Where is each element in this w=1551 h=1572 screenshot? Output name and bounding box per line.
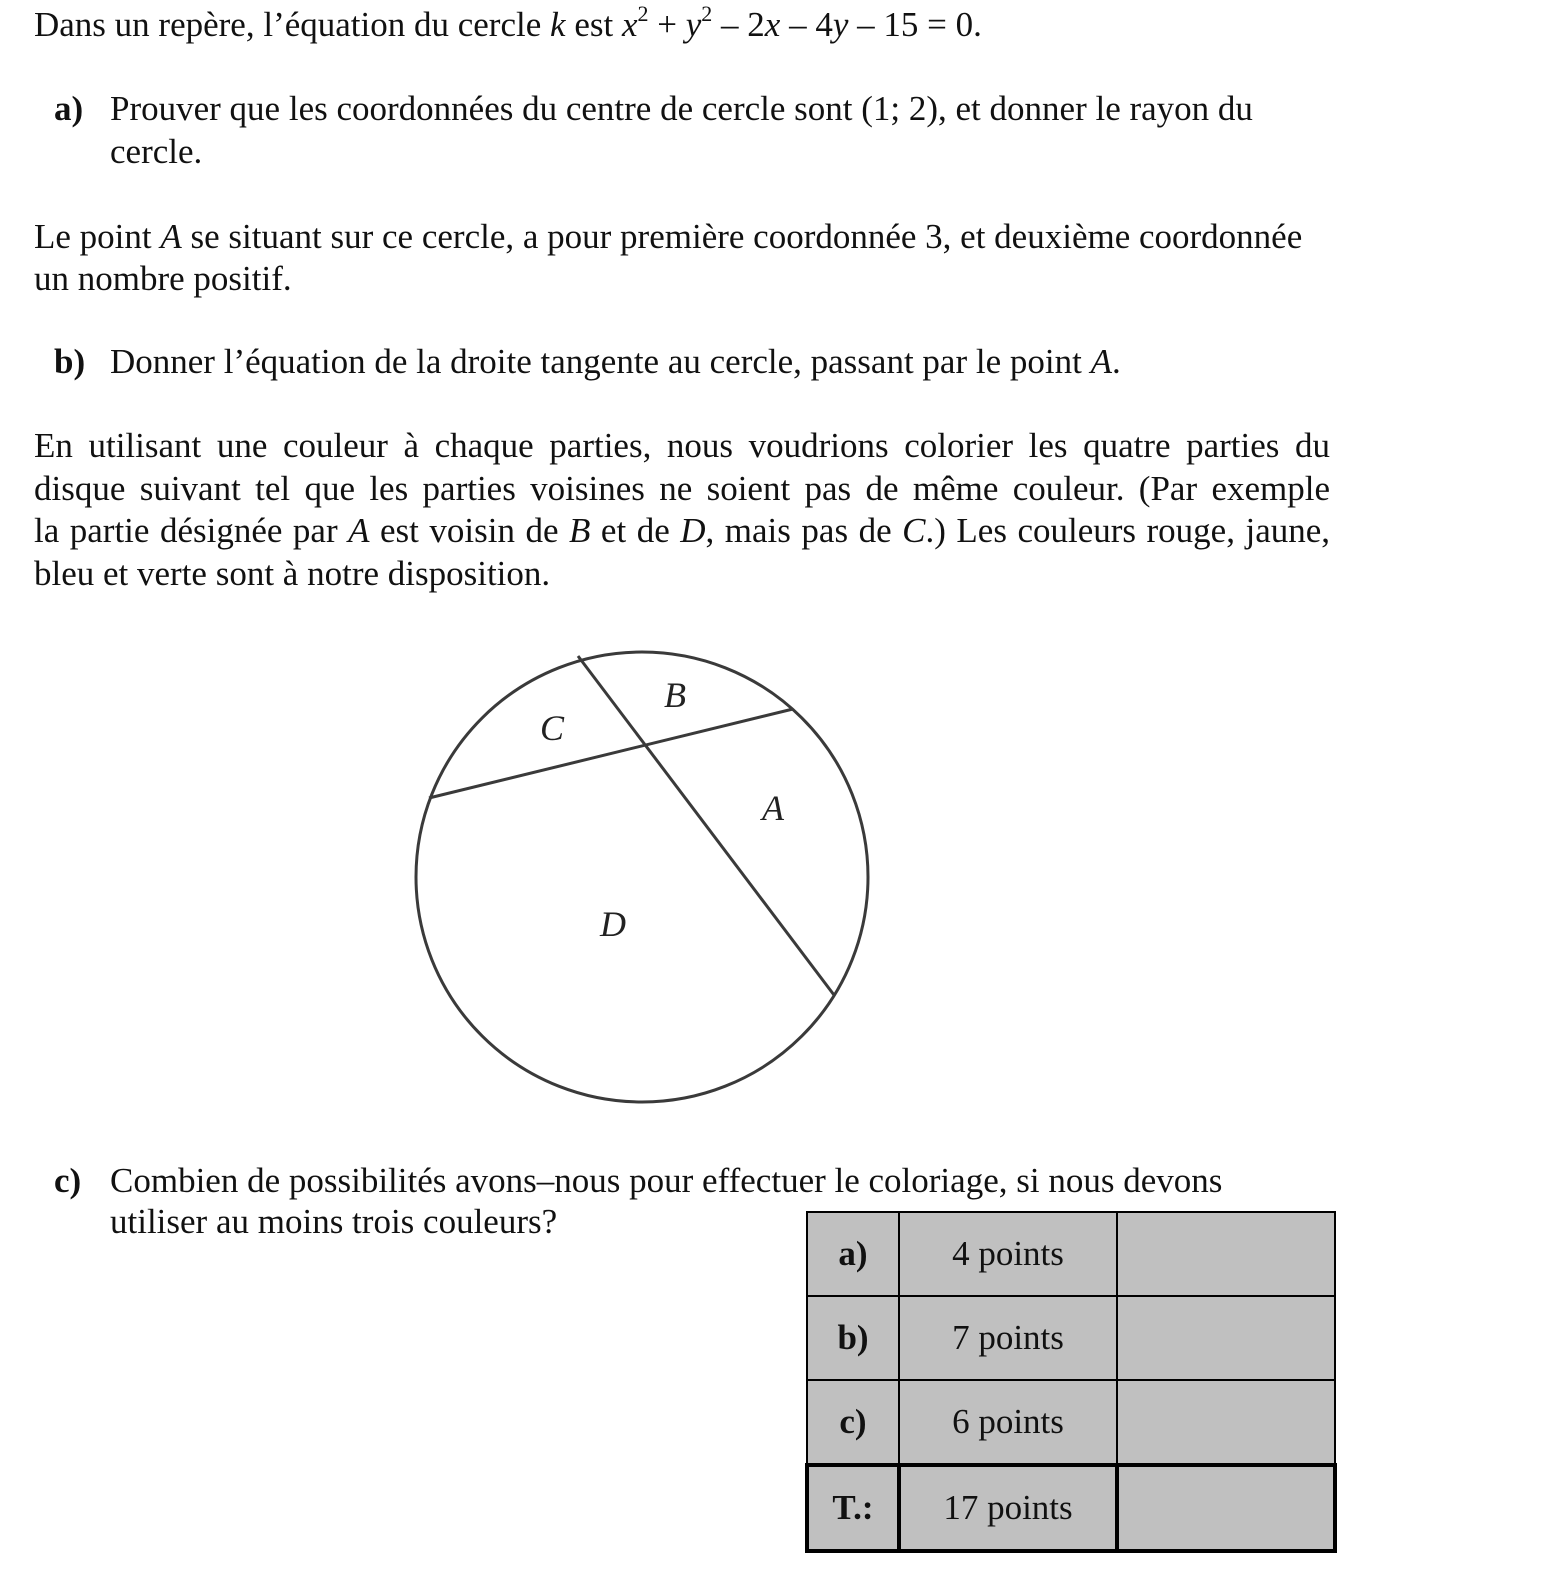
region-label-b: B (664, 675, 686, 715)
question-a-line1: Prouver que les coordonnées du centre de cercle sont (1; 2), et donner le rayon du (110, 89, 1253, 128)
score-cell[interactable] (1117, 1212, 1335, 1296)
part-cell: c) (807, 1380, 899, 1465)
score-table (805, 1211, 1337, 1553)
var-k: k (550, 5, 566, 44)
point-text-line1: Le point A se situant sur ce cercle, a pour première coordonnée 3, et deuxième coordonnée (34, 217, 1303, 256)
points-cell: 7 points (899, 1296, 1117, 1380)
table-row (807, 1212, 1335, 1296)
chord-2 (429, 709, 793, 798)
region-label-a: A (762, 788, 784, 828)
part-cell: b) (807, 1296, 899, 1380)
points-cell: 4 points (899, 1212, 1117, 1296)
question-c-label: c) (54, 1161, 82, 1200)
chord-1 (578, 656, 834, 995)
intro-line: Dans un repère, l’équation du cercle k est $x^2 + y^2 - 2x - 4y - 15 = 0$. (34, 1, 982, 44)
question-c-line2: utiliser au moins trois couleurs? (110, 1202, 558, 1241)
color-text-line1: En utilisant une couleur à chaque parties, nous voudrions colorier les quatre parties du (34, 426, 1330, 465)
point-text-line2: un nombre positif. (34, 259, 292, 298)
part-cell: T.: (807, 1465, 899, 1551)
points-cell: 17 points (899, 1465, 1117, 1551)
question-a-line2: cercle. (110, 132, 203, 171)
color-text-line3: la partie désignée par A est voisin de B et de D, mais pas de C.) Les couleurs rouge, jaune, (34, 511, 1331, 550)
question-c-line1: Combien de possibilités avons–nous pour effectuer le coloriage, si nous devons (110, 1161, 1223, 1200)
table-row (807, 1296, 1335, 1380)
region-label-c: C (540, 708, 565, 748)
region-label-d: D (600, 904, 626, 944)
question-b-label: b) (54, 342, 86, 381)
question-a-label: a) (54, 89, 84, 128)
score-cell[interactable] (1117, 1465, 1335, 1551)
score-cell[interactable] (1117, 1296, 1335, 1380)
score-cell[interactable] (1117, 1380, 1335, 1465)
table-row (807, 1380, 1335, 1465)
part-cell: a) (807, 1212, 899, 1296)
points-cell: 6 points (899, 1380, 1117, 1465)
disk-circle (416, 652, 868, 1102)
question-b-text: Donner l’équation de la droite tangente au cercle, passant par le point A. (110, 342, 1121, 381)
color-text-line2: disque suivant tel que les parties voisines ne soient pas de même couleur. (Par exemple (34, 469, 1330, 508)
color-text-line4: bleu et verte sont à notre disposition. (34, 554, 551, 593)
table-row-total (807, 1465, 1335, 1551)
